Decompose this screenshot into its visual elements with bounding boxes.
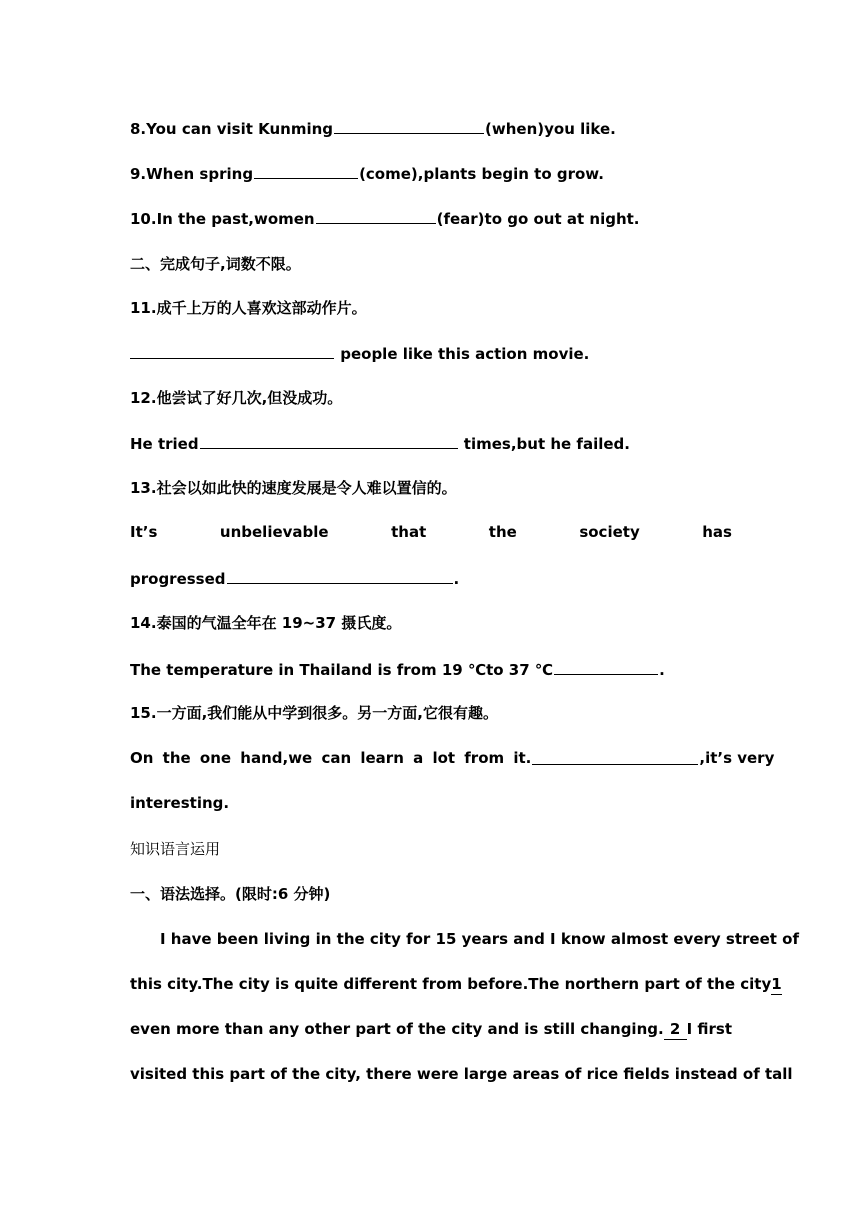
q9-text-after: (come),plants begin to grow. — [359, 165, 604, 183]
q13-word: unbelievable — [219, 523, 329, 541]
q15-blank[interactable] — [532, 748, 698, 765]
q10-blank[interactable] — [316, 207, 436, 224]
q10-text-before: 10.In the past,women — [130, 210, 315, 228]
passage-blank-1[interactable]: 1 — [771, 975, 782, 993]
q12-blank[interactable] — [200, 432, 458, 449]
q8-text-after: (when)you like. — [485, 120, 616, 138]
question-11-chinese: 11.成千上万的人喜欢这部动作片。 — [130, 299, 367, 317]
passage-line-2 — [130, 974, 782, 995]
question-14-english — [130, 658, 732, 680]
q8-text-before: 8.You can visit Kunming — [130, 120, 334, 138]
question-12-english — [130, 432, 732, 454]
q13-word: that — [391, 523, 427, 541]
q14-blank[interactable] — [554, 658, 658, 675]
q13-word: the — [488, 523, 517, 541]
question-12-chinese: 12.他尝试了好几次,但没成功。 — [130, 389, 343, 407]
q12-text-before: He tried — [130, 435, 199, 453]
section-2-title: 二、完成句子,词数不限。 — [130, 255, 301, 273]
q13-text-before: progressed — [130, 570, 226, 588]
question-13-english-line1 — [130, 522, 732, 542]
q9-blank[interactable] — [254, 162, 358, 179]
q14-text-before: The temperature in Thailand is from 19 ℃to 37 ℃ — [130, 661, 554, 679]
q13-word: It’s — [130, 523, 158, 541]
q13-word: society — [579, 523, 640, 541]
q13-word: has — [702, 523, 732, 541]
passage-blank-2[interactable]: 2 — [664, 1019, 687, 1040]
passage-line-3-text: even more than any other part of the city and is still changing. — [130, 1020, 664, 1038]
part-heading: 知识语言运用 — [130, 840, 221, 858]
q15-text-after: ,it’s very — [699, 749, 775, 767]
passage-line-4: visited this part of the city, there were large areas of rice fields instead of tall — [130, 1065, 793, 1083]
question-8 — [130, 117, 732, 139]
q13-text-after: . — [453, 570, 460, 588]
q15-blank-group — [531, 748, 774, 768]
question-10 — [130, 207, 732, 229]
q9-text-before: 9.When spring — [130, 165, 254, 183]
question-15-chinese: 15.一方面,我们能从中学到很多。另一方面,它很有趣。 — [130, 704, 498, 722]
question-13-chinese: 13.社会以如此快的速度发展是令人难以置信的。 — [130, 479, 457, 497]
question-15-english-line1 — [130, 748, 775, 768]
passage-line-3-after: I first — [686, 1020, 732, 1038]
question-13-english-line2 — [130, 567, 732, 589]
q13-blank[interactable] — [227, 567, 453, 584]
section-1-title: 一、语法选择。(限时:6 分钟) — [130, 885, 331, 903]
question-15-english-line2: interesting. — [130, 794, 230, 812]
q8-blank[interactable] — [334, 117, 484, 134]
q11-text-after: people like this action movie. — [335, 345, 590, 363]
q12-text-after: times,but he failed. — [458, 435, 630, 453]
question-11-english — [130, 342, 732, 364]
passage-line-2-text: this city.The city is quite different from before.The northern part of the city — [130, 975, 772, 993]
passage-line-1: I have been living in the city for 15 years and I know almost every street of — [160, 930, 799, 948]
q14-text-after: . — [659, 661, 665, 679]
passage-line-3 — [130, 1019, 732, 1040]
question-9 — [130, 162, 732, 184]
q15-text-before: On the one hand,we can learn a lot from it. — [130, 749, 532, 767]
q10-text-after: (fear)to go out at night. — [436, 210, 640, 228]
question-14-chinese: 14.泰国的气温全年在 19~37 摄氏度。 — [130, 614, 402, 632]
q11-blank[interactable] — [130, 342, 334, 359]
